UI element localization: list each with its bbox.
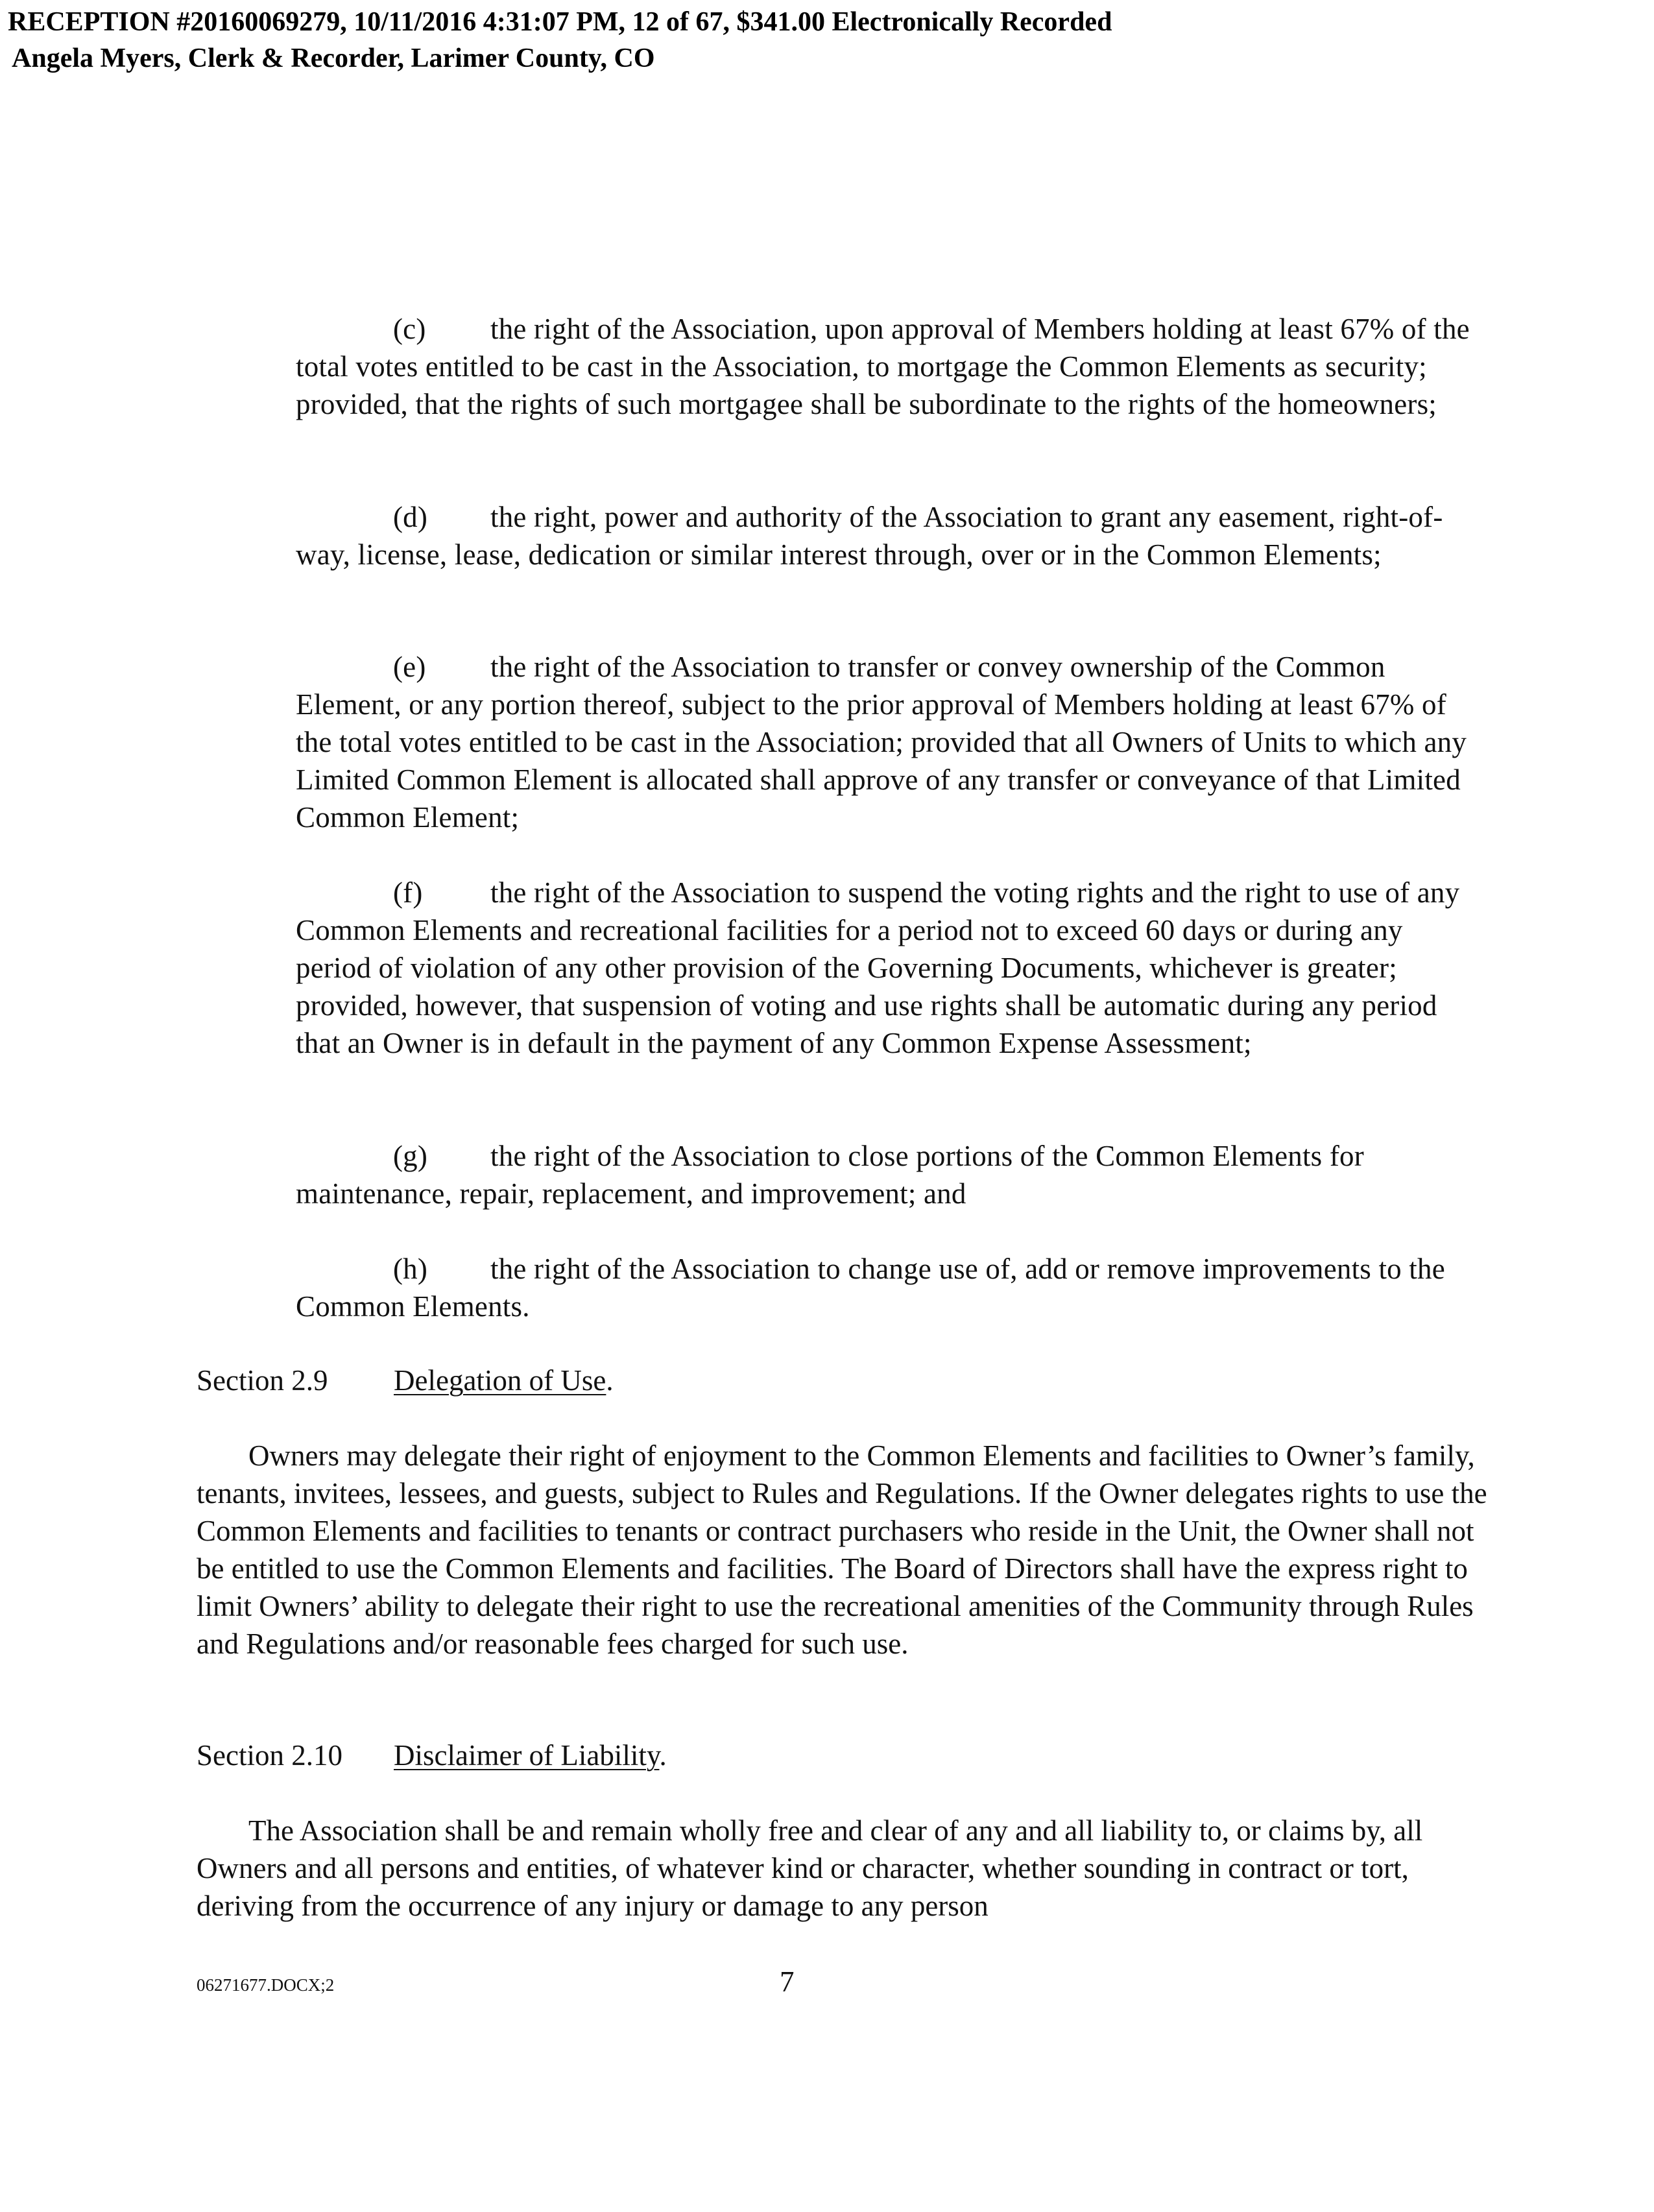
section-number: Section 2.9	[197, 1364, 328, 1397]
subsection-g	[296, 1137, 1483, 1212]
subsection-h	[296, 1250, 1483, 1325]
subsection-label: (h)	[393, 1253, 428, 1285]
document-id: 06271677.DOCX;2	[197, 1975, 335, 1995]
subsection-d	[296, 498, 1483, 573]
recording-stamp-line1: RECEPTION #20160069279, 10/11/2016 4:31:07 PM, 12 of 67, $341.00 Electronically Recorded	[8, 7, 1112, 37]
section-title: Delegation of Use	[394, 1364, 606, 1397]
section-number: Section 2.10	[197, 1739, 342, 1772]
subsection-f	[296, 874, 1483, 1062]
section-title-period: .	[606, 1364, 614, 1397]
subsection-c	[296, 310, 1483, 423]
section-2-10-heading	[197, 1737, 667, 1774]
subsection-text: the right of the Association to transfer or convey ownership of the Common Element, or any portion thereof, subject to the prior approval of Members holding at least 67% of the total votes entitled to be cast in the Association; provided that all Owners of Units to which any Limited Common Element is allocated shall approve of any transfer or conveyance of that Limited Common Element;	[296, 651, 1467, 834]
subsection-label: (d)	[393, 501, 428, 533]
subsection-text: the right, power and authority of the Association to grant any easement, right-of-way, license, lease, dedication or similar interest through, over or in the Common Elements;	[296, 501, 1443, 571]
section-2-9-heading	[197, 1362, 614, 1399]
section-2-10-body: The Association shall be and remain wholly free and clear of any and all liability to, or claims by, all Owners and all persons and entities, of whatever kind or character, whether sounding in contract or tort, deriving from the occurrence of any injury or damage to any person	[197, 1814, 1423, 1922]
subsection-text: the right of the Association to suspend the voting rights and the right to use of any Common Elements and recreational facilities for a period not to exceed 60 days or during any period of violation of any other provision of the Governing Documents, whichever is greater; provided, however, that suspension of voting and use rights shall be automatic during any period that an Owner is in default in the payment of any Common Expense Assessment;	[296, 876, 1460, 1059]
subsection-label: (c)	[393, 313, 426, 345]
section-2-9-body: Owners may delegate their right of enjoyment to the Common Elements and facilities to Owner’s family, tenants, invitees, lessees, and guests, subject to Rules and Regulations. If the Owner delegates rights to use the Common Elements and facilities to tenants or contract purchasers who reside in the Unit, the Owner shall not be entitled to use the Common Elements and facilities. The Board of Directors shall have the express right to limit Owners’ ability to delegate their right to use the recreational amenities of the Community through Rules and Regulations and/or reasonable fees charged for such use.	[197, 1439, 1487, 1660]
subsection-text: the right of the Association to change use of, add or remove improvements to the Common Elements.	[296, 1253, 1445, 1323]
subsection-label: (g)	[393, 1140, 428, 1172]
recording-stamp	[8, 4, 1112, 77]
page-number: 7	[780, 1966, 795, 1998]
subsection-label: (e)	[393, 651, 426, 683]
section-title: Disclaimer of Liability	[394, 1739, 660, 1772]
recording-stamp-line2: Angela Myers, Clerk & Recorder, Larimer County, CO	[12, 43, 655, 73]
subsection-text: the right of the Association, upon approval of Members holding at least 67% of the total votes entitled to be cast in the Association, to mortgage the Common Elements as security; provided, that the rights of such mortgagee shall be subordinate to the rights of the homeowners;	[296, 313, 1470, 420]
subsection-text: the right of the Association to close portions of the Common Elements for maintenance, repair, replacement, and improvement; and	[296, 1140, 1364, 1210]
subsection-label: (f)	[393, 876, 423, 909]
section-title-period: .	[659, 1739, 667, 1772]
subsection-e	[296, 648, 1483, 836]
